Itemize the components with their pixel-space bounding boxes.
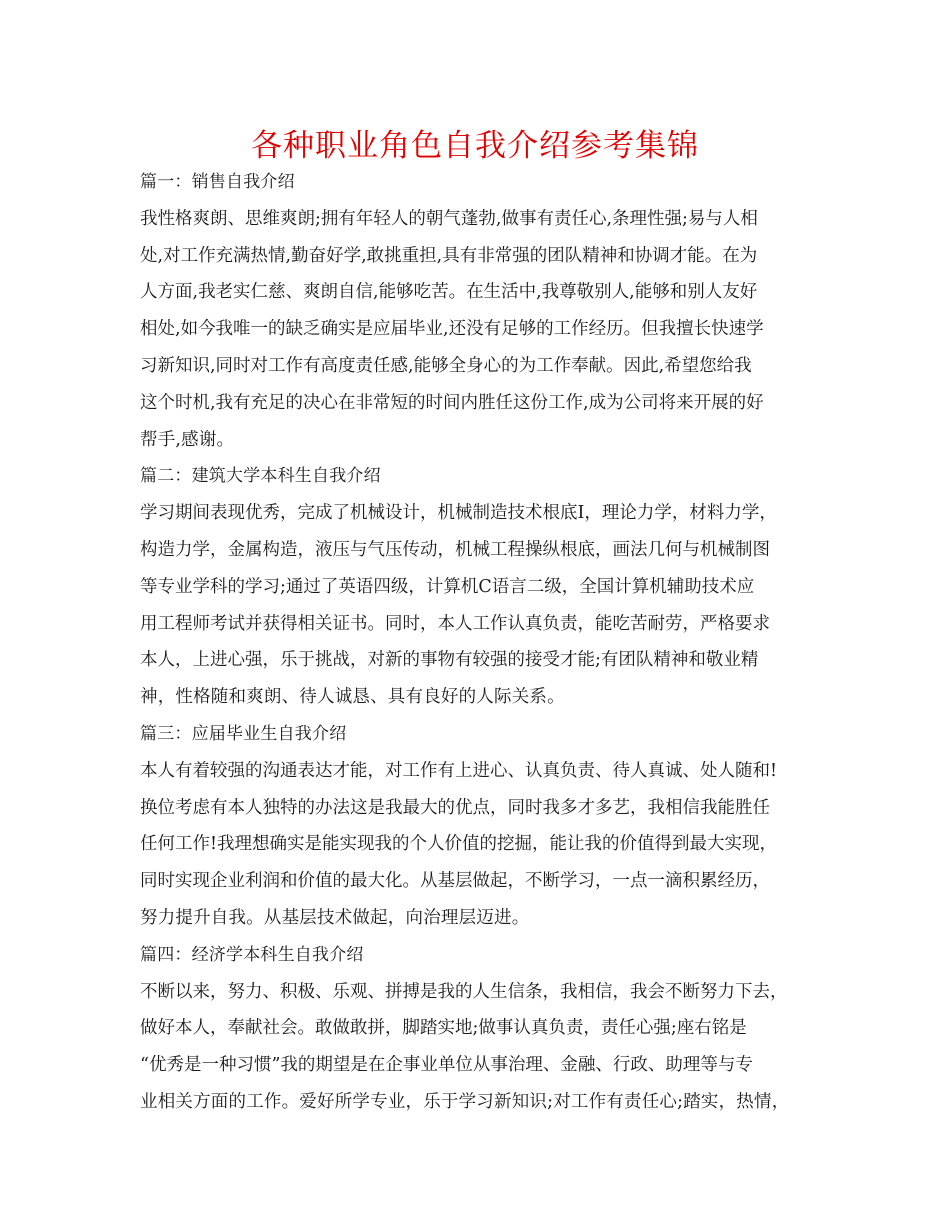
paragraph-line: “优秀是一种习惯”我的期望是在企事业单位从事治理、金融、行政、助理等与专 [140, 1055, 753, 1076]
section-heading: 篇一：销售自我介绍 [140, 172, 295, 192]
paragraph-line: 业相关方面的工作。爱好所学专业，乐于学习新知识;对工作有责任心;踏实，热情， [140, 1091, 790, 1112]
paragraph-line: 这个时机,我有充足的决心在非常短的时间内胜任这份工作,成为公司将来开展的好 [140, 392, 764, 413]
paragraph-line: 努力提升自我。从基层技术做起，向治理层迈进。 [140, 907, 530, 928]
paragraph-line: 处,对工作充满热情,勤奋好学,敢挑重担,具有非常强的团队精神和协调才能。在为 [140, 245, 758, 266]
paragraph-line: 人方面,我老实仁慈、爽朗自信,能够吃苦。在生活中,我尊敬别人,能够和别人友好 [140, 282, 758, 303]
document-body [140, 164, 820, 1121]
section-heading: 篇三：应届毕业生自我介绍 [140, 723, 347, 744]
section-heading: 篇二：建筑大学本科生自我介绍 [140, 466, 381, 487]
paragraph-line: 任何工作!我理想确实是能实现我的个人价值的挖掘，能让我的价值得到最大实现， [140, 834, 778, 855]
paragraph-line: 习新知识,同时对工作有高度责任感,能够全身心的为工作奉献。因此,希望您给我 [140, 355, 752, 376]
paragraph-line: 相处,如今我唯一的缺乏确实是应届毕业,还没有足够的工作经历。但我擅长快速学 [140, 319, 764, 340]
paragraph-line: 构造力学，金属构造，液压与气压传动，机械工程操纵根底，画法几何与机械制图 [140, 539, 770, 560]
paragraph-line: 用工程师考试并获得相关证书。同时，本人工作认真负责，能吃苦耐劳，严格要求 [140, 613, 770, 634]
paragraph-line: 本人有着较强的沟通表达才能，对工作有上进心、认真负责、待人真诚、处人随和! [140, 760, 778, 781]
paragraph-line: 本人，上进心强，乐于挑战，对新的事物有较强的接受才能;有团队精神和敬业精 [140, 650, 759, 671]
paragraph-line: 不断以来，努力、积极、乐观、拼搏是我的人生信条，我相信，我会不断努力下去， [140, 981, 788, 1002]
document-title: 各种职业角色自我介绍参考集锦 [251, 128, 699, 164]
paragraph-line: 帮手,感谢。 [140, 429, 235, 450]
paragraph-line: 做好本人，奉献社会。敢做敢拼，脚踏实地;做事认真负责，责任心强;座右铭是 [140, 1018, 747, 1039]
paragraph-line: 换位考虑有本人独特的办法这是我最大的优点，同时我多才多艺，我相信我能胜任 [140, 797, 770, 818]
paragraph-line: 学习期间表现优秀，完成了机械设计，机械制造技术根底Ⅰ，理论力学，材料力学， [140, 503, 777, 524]
paragraph-line: 等专业学科的学习;通过了英语四级，计算机C语言二级，全国计算机辅助技术应 [140, 576, 755, 597]
paragraph-line: 我性格爽朗、思维爽朗;拥有年轻人的朝气蓬勃,做事有责任心,条理性强;易与人相 [140, 208, 758, 229]
paragraph-line: 神，性格随和爽朗、待人诚恳、具有良好的人际关系。 [140, 687, 565, 708]
paragraph-line: 同时实现企业利润和价值的最大化。从基层做起，不断学习，一点一滴积累经历， [140, 871, 770, 892]
section-heading: 篇四：经济学本科生自我介绍 [140, 944, 364, 965]
